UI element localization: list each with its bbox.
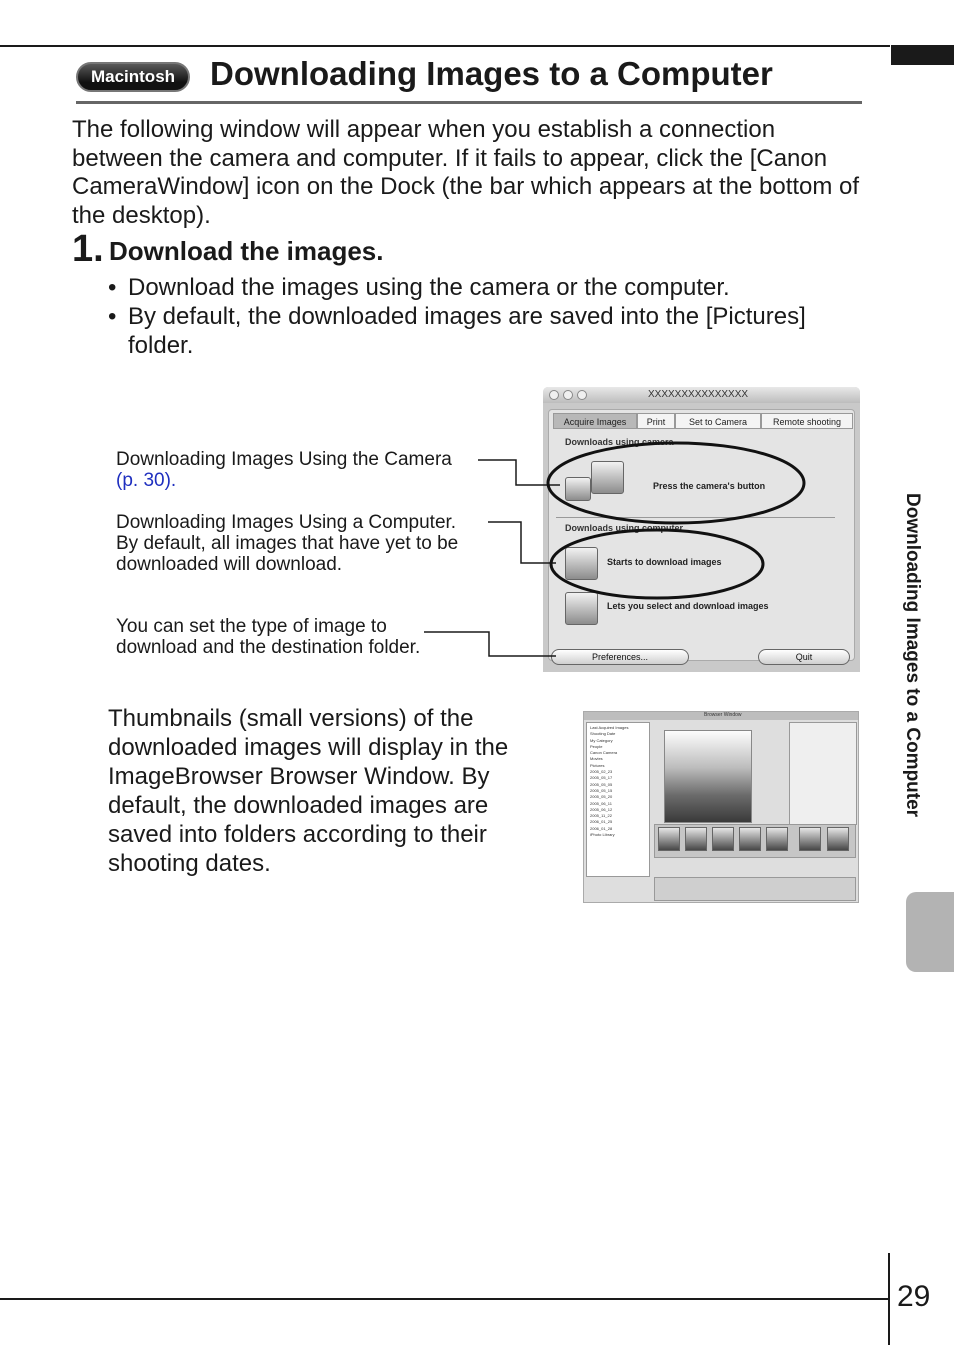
folder-item[interactable]: 2005_11_22	[590, 813, 612, 819]
thumbnail[interactable]	[739, 827, 761, 851]
section-divider	[556, 517, 835, 518]
browser-toolbar	[654, 877, 856, 901]
folder-item[interactable]: 2005_05_05	[590, 781, 613, 787]
folder-item[interactable]: 2005_02_23	[590, 769, 613, 775]
bullet-item: • Download the images using the camera or the computer.	[108, 273, 868, 302]
macintosh-badge: Macintosh	[76, 62, 190, 92]
callout-preferences-text: You can set the type of image to	[116, 616, 387, 637]
press-camera-button-label[interactable]: Press the camera's button	[653, 481, 766, 491]
folder-item[interactable]: 2006_01_28	[590, 825, 613, 831]
folder-item[interactable]: 2005_05_17	[590, 775, 613, 781]
zoom-light-icon	[577, 390, 587, 400]
download-all-icon[interactable]	[565, 547, 598, 580]
title-underline	[76, 101, 862, 104]
callout-computer	[116, 512, 458, 575]
section-computer-heading: Downloads using computer	[565, 523, 684, 533]
intro-paragraph: The following window will appear when you establish a connection between the camera and computer. If it fails to appear, click the [Canon CameraWindow] icon on the Dock (the bar which appears at the bottom of the desktop).	[72, 116, 860, 230]
folder-item[interactable]: Canon Camera	[590, 750, 618, 756]
bullet-item: • By default, the downloaded images are saved into the [Pictures] folder.	[108, 302, 868, 360]
callout-computer-text: By default, all images that have yet to be	[116, 533, 459, 554]
folder-item[interactable]: Shooting Date	[590, 731, 616, 737]
folder-item[interactable]: Pictures	[590, 762, 605, 768]
preferences-button[interactable]: Preferences...	[551, 649, 689, 665]
folder-item[interactable]: People	[590, 743, 603, 749]
folder-item[interactable]: 2005_05_20	[590, 794, 613, 800]
folder-item[interactable]: 2006_01_25	[590, 819, 613, 825]
page-number-divider	[888, 1253, 890, 1345]
tab-remote-shooting[interactable]: Remote shooting	[761, 413, 853, 429]
thumbnail[interactable]	[658, 827, 680, 851]
step-title: Download the images.	[109, 236, 384, 266]
thumbnail[interactable]	[712, 827, 734, 851]
select-download-label[interactable]: Lets you select and download images	[607, 601, 769, 611]
info-panel	[789, 722, 857, 825]
thumbnail[interactable]	[766, 827, 788, 851]
start-download-label[interactable]: Starts to download images	[607, 557, 722, 567]
folder-item[interactable]: Movies	[590, 756, 603, 762]
tab-set-to-camera[interactable]: Set to Camera	[675, 413, 761, 429]
callout-preferences	[116, 616, 420, 658]
camera-icon	[591, 461, 624, 494]
top-rule	[0, 45, 890, 47]
thumbnails-paragraph: Thumbnails (small versions) of the downloaded images will display in the ImageBrowser Browser Window. By default, the downloaded images are saved into folders according to their shooting dates.	[108, 705, 509, 877]
tab-print[interactable]: Print	[637, 413, 675, 429]
page-number: 29	[897, 1280, 931, 1313]
folder-item[interactable]: iPhoto Library	[590, 832, 615, 838]
folder-item[interactable]: Last Acquired Images	[590, 725, 629, 730]
printer-icon	[565, 477, 591, 501]
minimize-light-icon	[563, 390, 573, 400]
close-light-icon	[549, 390, 559, 400]
browser-title: Browser Window	[704, 712, 742, 718]
section-camera-heading: Downloads using camera	[565, 437, 674, 447]
sidebar-chapter-title: Downloading Images to a Computer	[902, 493, 923, 818]
bottom-rule	[0, 1298, 890, 1300]
select-download-icon[interactable]	[565, 592, 598, 625]
page-reference-link[interactable]: (p. 30).	[116, 470, 177, 491]
callout-line-preferences	[424, 632, 556, 656]
thumbnail[interactable]	[685, 827, 707, 851]
callout-camera	[116, 449, 452, 491]
imagebrowser-screenshot	[583, 711, 859, 903]
window-title: XXXXXXXXXXXXXXX	[648, 389, 749, 400]
step-number: 1.	[72, 228, 104, 270]
camerawindow-screenshot	[543, 387, 860, 672]
folder-item[interactable]: 2005_06_11	[590, 800, 612, 806]
preview-photo	[664, 730, 752, 823]
tab-acquire-images[interactable]: Acquire Images	[553, 413, 637, 429]
folder-item[interactable]: 2005_06_12	[590, 806, 613, 812]
folder-item[interactable]: 2005_05_15	[590, 787, 613, 793]
thumbnail[interactable]	[799, 827, 821, 851]
callout-computer-text: Downloading Images Using a Computer.	[116, 512, 457, 533]
bullet-list	[108, 273, 868, 360]
page-title: Downloading Images to a Computer	[210, 55, 773, 92]
chapter-tab	[906, 892, 954, 972]
folder-tree[interactable]	[586, 722, 650, 877]
top-corner-block	[891, 45, 954, 65]
callout-computer-text: downloaded will download.	[116, 554, 343, 575]
callout-camera-text: Downloading Images Using the Camera	[116, 449, 452, 470]
quit-button[interactable]: Quit	[758, 649, 850, 665]
callout-preferences-text: download and the destination folder.	[116, 637, 421, 658]
thumbnail[interactable]	[827, 827, 849, 851]
folder-item[interactable]: My Category	[590, 737, 613, 743]
